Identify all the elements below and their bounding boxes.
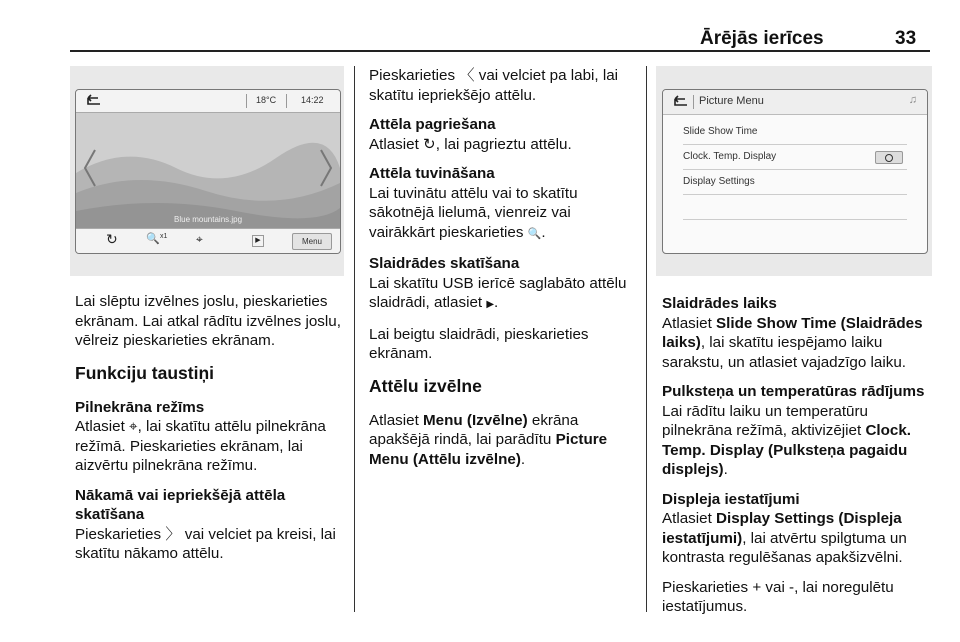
menu-item-display-settings[interactable]: Display Settings	[683, 170, 907, 195]
picture-viewer-screen	[75, 89, 341, 254]
subheading: Slaidrādes skatīšana	[369, 255, 520, 272]
rotate-icon[interactable]: ↻	[106, 231, 118, 247]
paragraph: Atlasiet ↻, lai pagrieztu attēlu.	[369, 135, 572, 153]
zoom-icon[interactable]: 🔍	[146, 233, 160, 245]
next-image-arrow-icon[interactable]	[318, 148, 334, 188]
menu-item-slide-show-time[interactable]: Slide Show Time	[683, 120, 907, 145]
paragraph: Pieskarieties + vai -, lai noregulētu iestatījumus.	[662, 578, 894, 615]
toggle-switch[interactable]	[875, 151, 903, 164]
temperature-readout: 18°C	[256, 95, 277, 105]
paragraph: Lai rādītu laiku un temperatūru pilnekrāna režīmā, aktivizējiet Clock. Temp. Display (Pulksteņa pagaidu displejs).	[662, 402, 912, 478]
column-divider-1	[354, 66, 355, 612]
paragraph: Atlasiet Display Settings (Displeja iestatījumi), lai atvērtu spilgtuma un kontrasta regulēšanas apakšizvēlni.	[662, 510, 907, 566]
divider	[246, 94, 247, 108]
subheading: Nākamā vai iepriekšējā attēla skatīšana	[75, 486, 286, 523]
column-3	[662, 294, 930, 627]
rotate-icon: ↻	[423, 135, 436, 153]
page-number: 33	[895, 28, 917, 49]
slideshow-icon: ▶	[486, 299, 495, 310]
fullscreen-icon[interactable]: ⌖	[196, 232, 203, 246]
chevron-left-icon: 〈	[459, 67, 475, 84]
screen-top-bar	[76, 90, 340, 113]
paragraph: Lai slēptu izvēlnes joslu, pieskarieties ekrānam. Lai atkal rādītu izvēlnes joslu, vēlreiz pieskarieties ekrānam.	[75, 293, 341, 349]
section-heading: Attēlu izvēlne	[369, 375, 482, 396]
paragraph: Atlasiet Menu (Izvēlne) ekrāna apakšējā rindā, lai parādītu Picture Menu (Attēlu izvēlne).	[369, 411, 608, 468]
menu-button[interactable]: Menu	[292, 233, 332, 250]
screen-top-bar	[663, 90, 927, 115]
subheading: Displeja iestatījumi	[662, 490, 800, 508]
back-icon[interactable]	[671, 95, 691, 109]
column-1	[75, 292, 345, 574]
music-note-icon: ♫	[908, 94, 917, 106]
zoom-icon: 🔍	[527, 227, 542, 240]
chevron-right-icon: 〉	[165, 525, 181, 543]
zoom-level: x1	[160, 233, 168, 240]
divider	[286, 94, 287, 108]
paragraph: Atlasiet Slide Show Time (Slaidrādes laiks), lai skatītu iespējamo laiku sarakstu, un atlasiet vajadzīgo laiku.	[662, 314, 923, 371]
previous-image-arrow-icon[interactable]	[82, 148, 98, 188]
picture-menu-screen	[662, 89, 928, 254]
paragraph: Atlasiet ⌖, lai skatītu attēlu pilnekrāna režīmā. Pieskarieties ekrānam, lai aizvērtu pilnekrāna režīmu.	[75, 418, 326, 474]
page-header-title: Ārējās ierīces	[700, 28, 824, 49]
clock-readout: 14:22	[301, 95, 324, 105]
slideshow-play-icon[interactable]: ▶	[252, 235, 264, 247]
mountain-landscape-image	[76, 113, 340, 229]
menu-title: Picture Menu	[699, 95, 764, 107]
divider	[693, 95, 694, 109]
paragraph: Lai skatītu USB ierīcē saglabāto attēlu slaidrādi, atlasiet ▶.	[369, 274, 627, 311]
menu-item-clock-temp-display[interactable]: Clock. Temp. Display	[683, 145, 907, 170]
subheading: Slaidrādes laiks	[662, 295, 777, 312]
paragraph: Pieskarieties 〉 vai velciet pa kreisi, lai skatītu nākamo attēlu.	[75, 525, 336, 562]
header-rule	[70, 50, 930, 52]
back-icon	[84, 94, 104, 108]
paragraph: Lai tuvinātu attēlu vai to skatītu sākotnējā lielumā, vienreiz vai vairākkārt pieskarieties 🔍.	[369, 184, 578, 241]
section-heading: Funkciju taustiņi	[75, 362, 215, 383]
screen-bottom-bar	[76, 228, 340, 253]
paragraph: Lai beigtu slaidrādi, pieskarieties ekrānam.	[369, 325, 589, 362]
mountain-photo	[76, 113, 340, 228]
fullscreen-icon: ⌖	[129, 418, 138, 435]
subheading: Pilnekrāna režīms	[75, 398, 205, 416]
image-filename: Blue mountains.jpg	[174, 215, 243, 224]
paragraph: Pieskarieties 〈 vai velciet pa labi, lai skatītu iepriekšējo attēlu.	[369, 67, 619, 104]
column-2	[369, 66, 637, 479]
subheading: Pulksteņa un temperatūras rādījums	[662, 383, 925, 400]
subheading: Attēla pagriešana	[369, 116, 496, 133]
menu-item-empty	[683, 195, 907, 220]
subheading: Attēla tuvināšana	[369, 165, 495, 182]
column-divider-2	[646, 66, 647, 612]
